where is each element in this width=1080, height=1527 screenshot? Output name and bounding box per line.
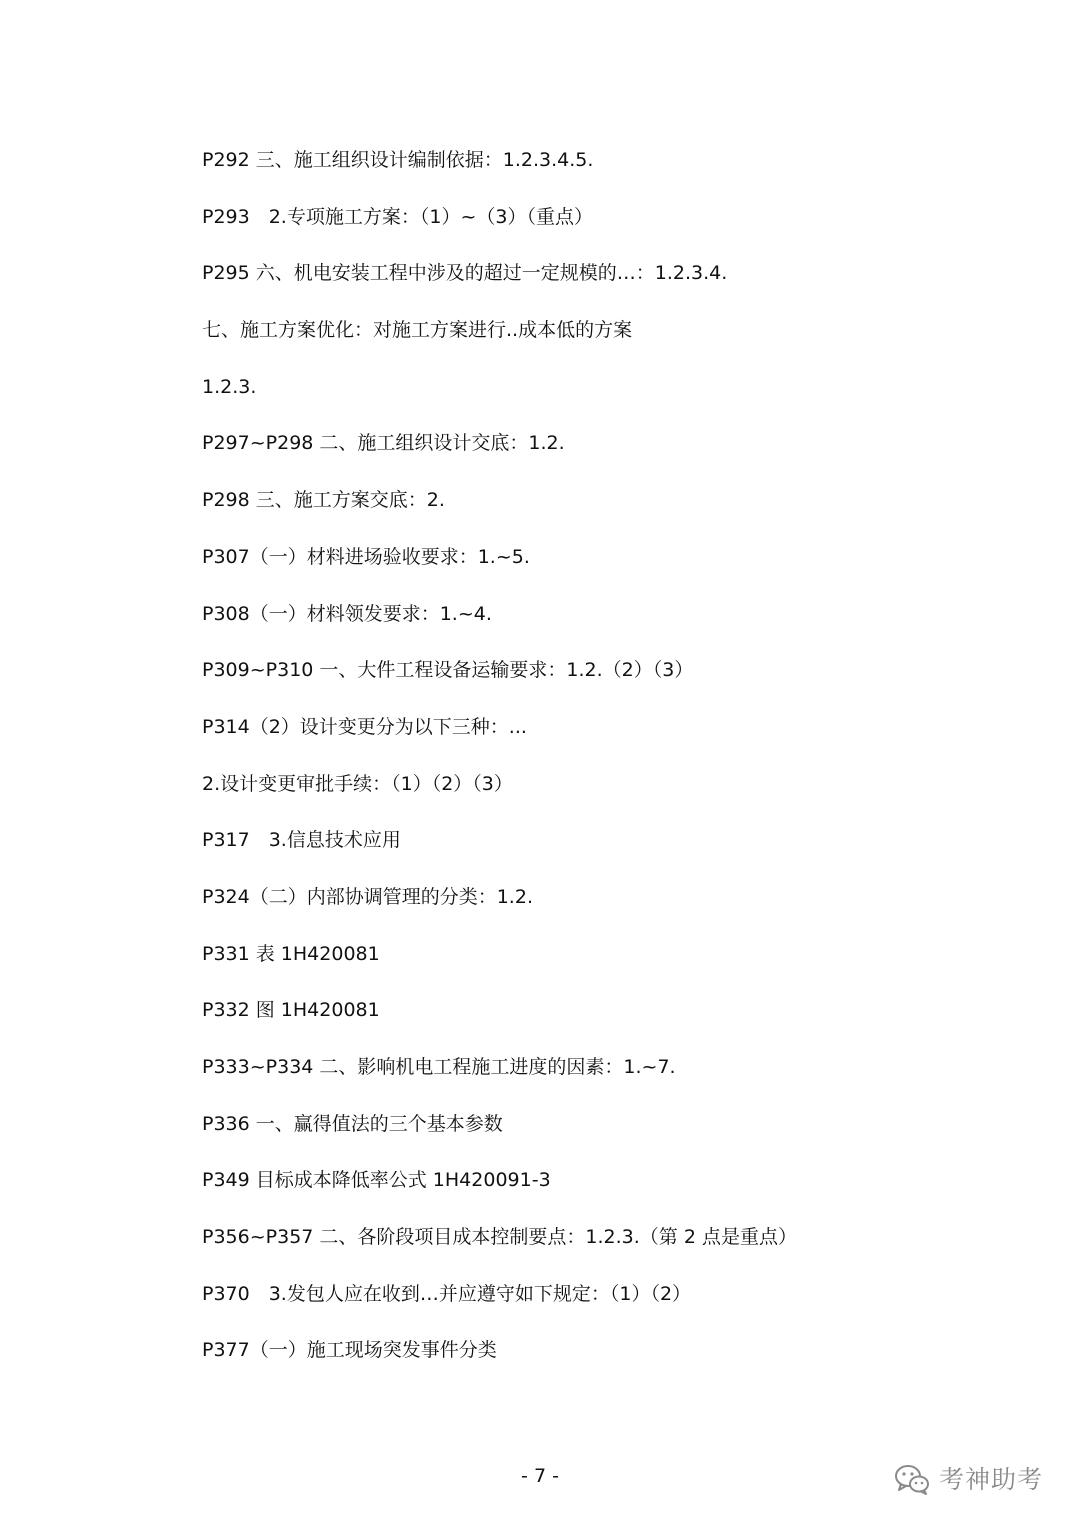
text-line: P314（2）设计变更分为以下三种：... xyxy=(202,715,527,738)
text-line: P307（一）材料进场验收要求：1.~5. xyxy=(202,545,530,568)
content-lines xyxy=(202,143,962,1390)
watermark-text: 考神助考 xyxy=(939,1465,1044,1494)
text-line: P332 图 1H420081 xyxy=(202,999,380,1022)
wechat-icon xyxy=(893,1463,931,1497)
text-line: 2.设计变更审批手续：（1）（2）（3） xyxy=(202,772,513,795)
text-line: P333~P334 二、影响机电工程施工进度的因素：1.~7. xyxy=(202,1056,676,1078)
text-line: P331 表 1H420081 xyxy=(202,942,380,965)
text-line: P370 3.发包人应在收到…并应遵守如下规定：（1）（2） xyxy=(202,1282,692,1305)
text-line: 七、施工方案优化：对施工方案进行..成本低的方案 xyxy=(202,319,633,342)
text-line: P377（一）施工现场突发事件分类 xyxy=(202,1339,497,1362)
text-line: P293 2.专项施工方案：（1）~（3）（重点） xyxy=(202,205,593,228)
text-line: P295 六、机电安装工程中涉及的超过一定规模的…：1.2.3.4. xyxy=(202,262,728,285)
text-line: P292 三、施工组织设计编制依据：1.2.3.4.5. xyxy=(202,149,594,171)
page-number: - 7 - xyxy=(521,1465,559,1487)
text-line: P309~P310 一、大件工程设备运输要求：1.2.（2）（3） xyxy=(202,659,694,682)
text-line: P298 三、施工方案交底：2. xyxy=(202,489,445,512)
text-line: P297~P298 二、施工组织设计交底：1.2. xyxy=(202,432,565,455)
text-line: P356~P357 二、各阶段项目成本控制要点：1.2.3.（第 2 点是重点） xyxy=(202,1226,797,1249)
text-line: P308（一）材料领发要求：1.~4. xyxy=(202,602,492,625)
text-line: P336 一、赢得值法的三个基本参数 xyxy=(202,1112,503,1135)
text-line: P349 目标成本降低率公式 1H420091-3 xyxy=(202,1169,551,1192)
watermark xyxy=(893,1460,1043,1500)
text-line: P324（二）内部协调管理的分类：1.2. xyxy=(202,885,533,908)
text-line: P317 3.信息技术应用 xyxy=(202,829,401,852)
text-line: 1.2.3. xyxy=(202,375,257,398)
